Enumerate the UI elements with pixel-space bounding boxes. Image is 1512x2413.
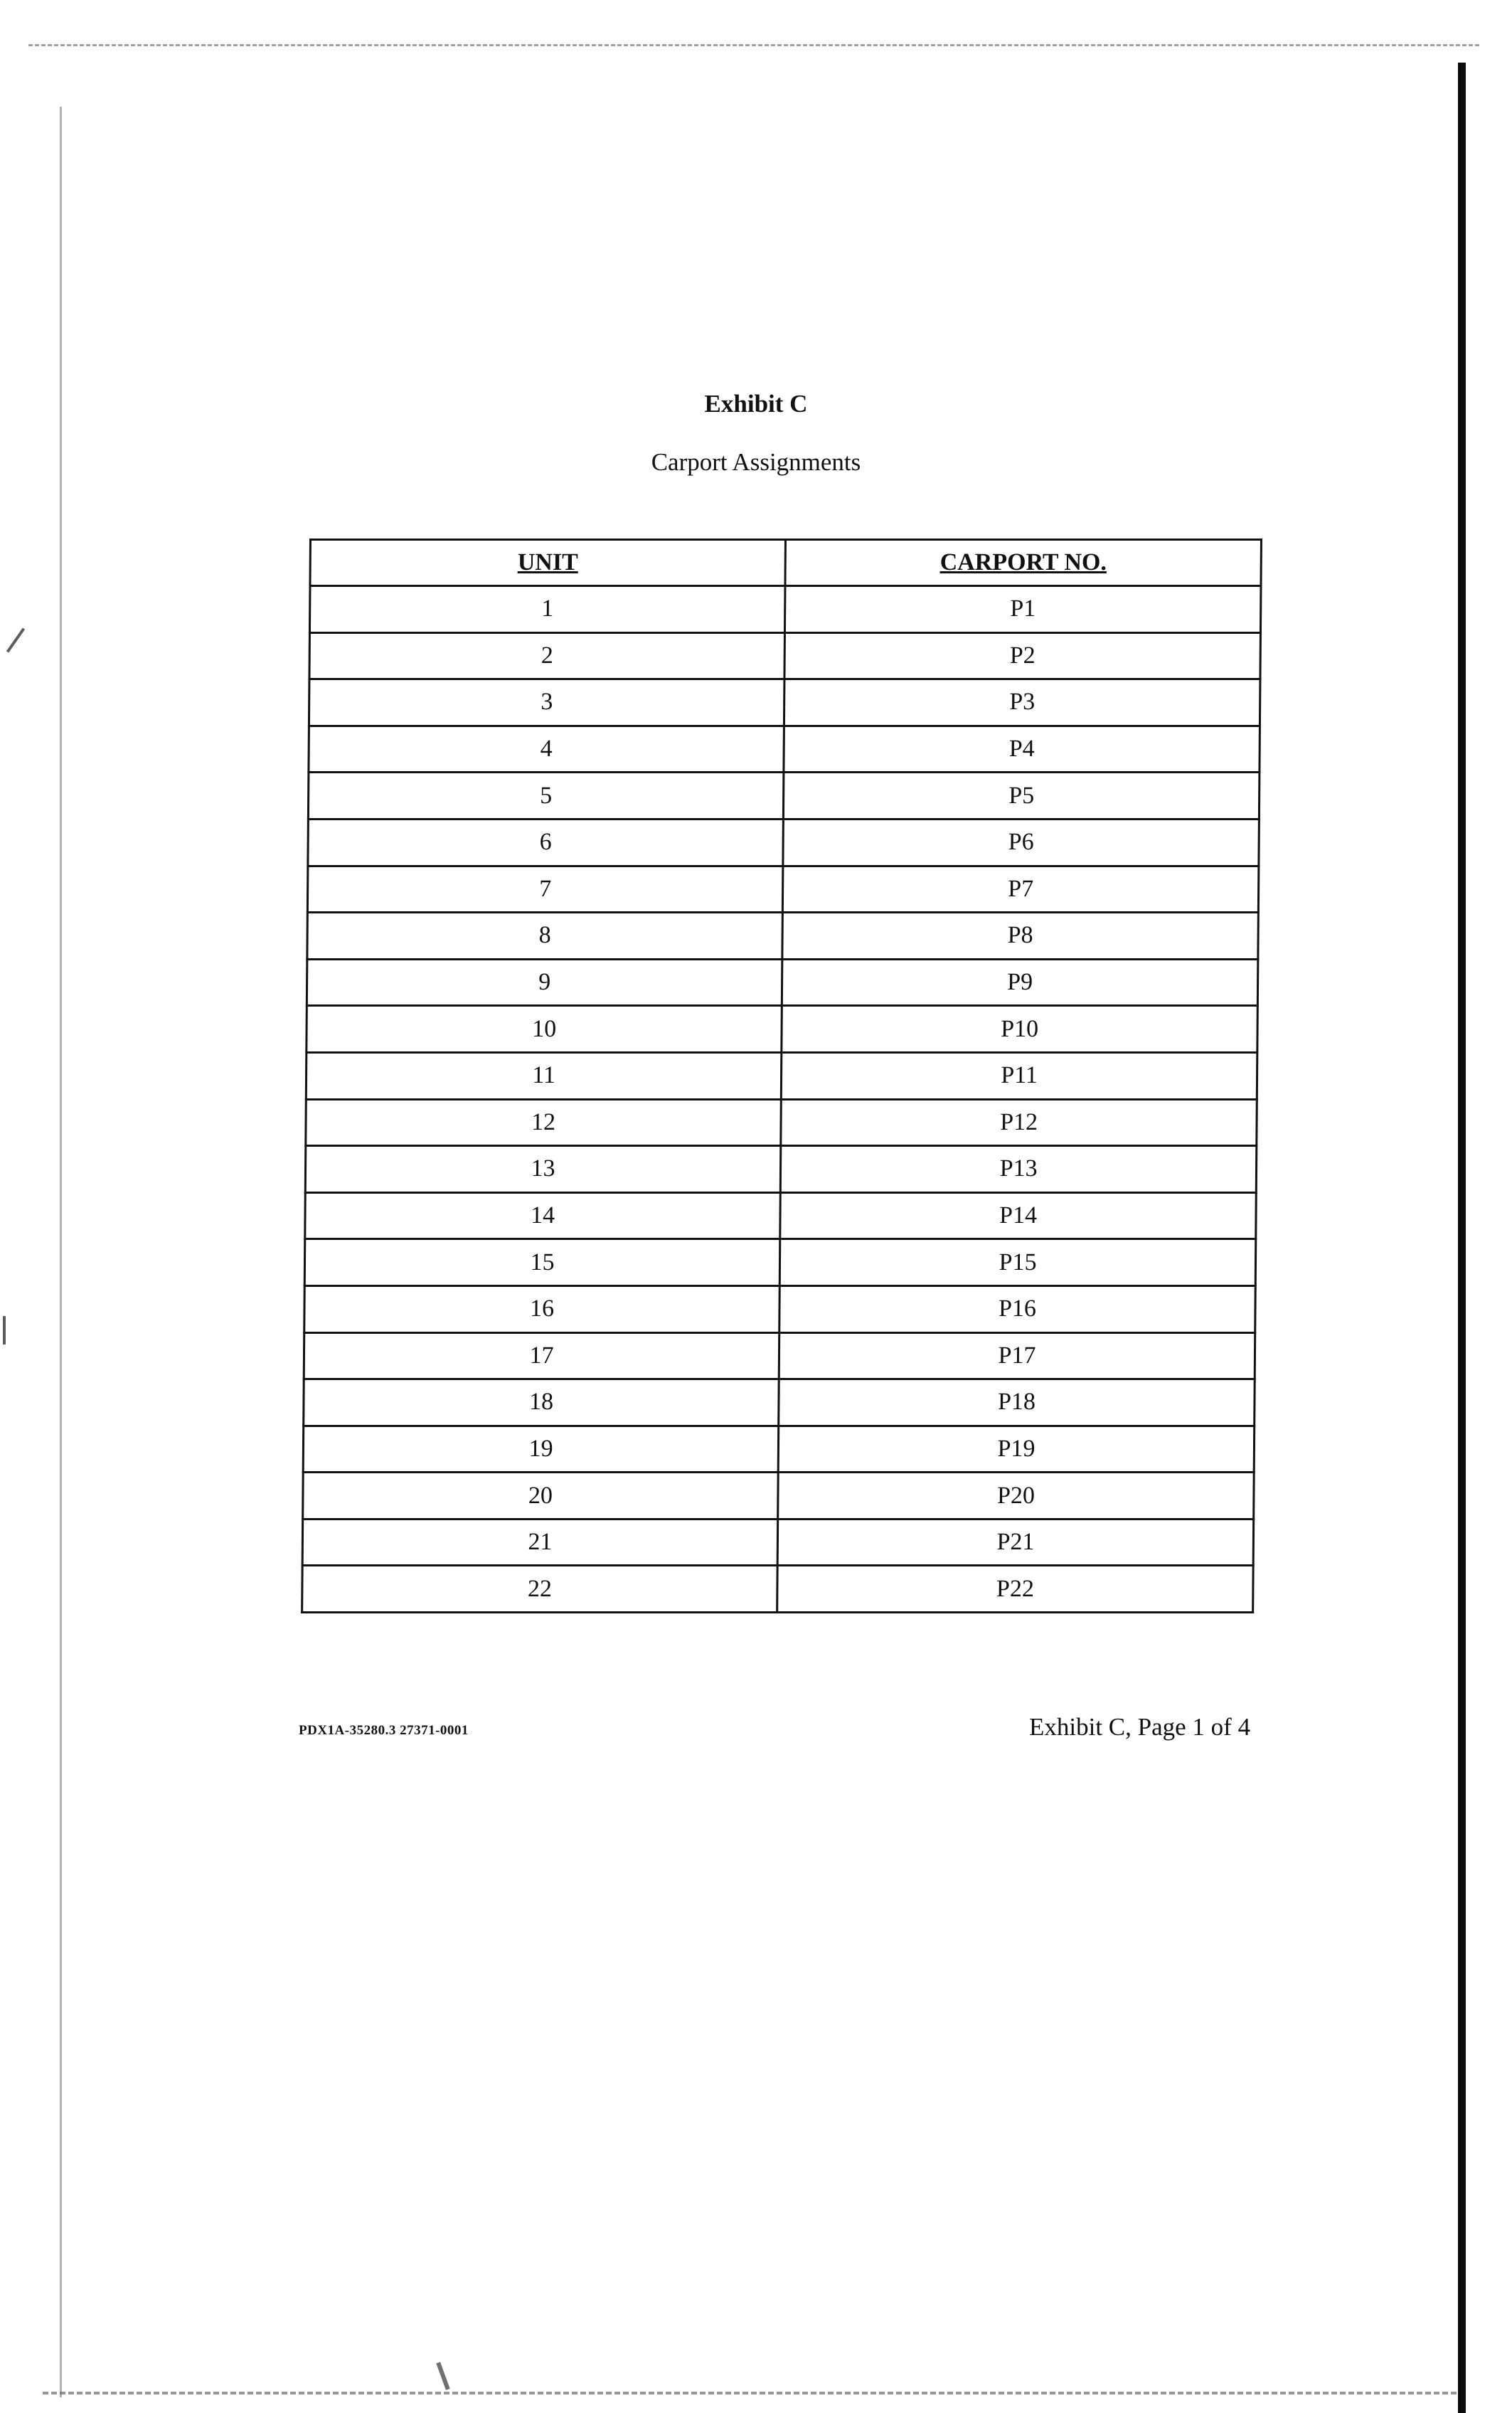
carport-cell: P4 — [784, 726, 1260, 773]
unit-cell: 10 — [307, 1006, 782, 1053]
unit-cell: 6 — [308, 819, 784, 866]
unit-cell: 7 — [307, 866, 783, 913]
carport-cell: P10 — [782, 1006, 1257, 1053]
unit-cell: 17 — [304, 1332, 779, 1379]
scan-edge-bottom — [43, 2392, 1465, 2395]
carport-cell: P5 — [784, 773, 1260, 820]
unit-cell: 2 — [309, 632, 785, 679]
table-row — [308, 819, 1260, 866]
unit-cell: 4 — [309, 726, 784, 773]
unit-cell: 15 — [304, 1239, 780, 1286]
table-row — [303, 1473, 1255, 1520]
carport-assignments-table — [301, 539, 1262, 1613]
table-body — [302, 586, 1261, 1613]
table-row — [307, 866, 1259, 913]
table-row — [307, 959, 1258, 1006]
table-row — [302, 1566, 1254, 1613]
carport-cell: P20 — [778, 1473, 1254, 1520]
carport-cell: P3 — [784, 679, 1260, 726]
table-row — [305, 1192, 1257, 1239]
table-row — [308, 773, 1260, 820]
table-row — [305, 1146, 1257, 1193]
scan-speck — [3, 1316, 6, 1345]
unit-cell: 22 — [302, 1566, 778, 1613]
table-row — [307, 1006, 1258, 1053]
table-row — [303, 1426, 1255, 1473]
carport-column-header: CARPORT NO. — [785, 540, 1261, 586]
unit-cell: 9 — [307, 959, 782, 1006]
carport-cell: P17 — [779, 1332, 1255, 1379]
carport-cell: P16 — [779, 1285, 1255, 1332]
unit-cell: 14 — [305, 1192, 781, 1239]
carport-cell: P18 — [779, 1379, 1255, 1426]
carport-cell: P22 — [777, 1566, 1253, 1613]
table-row — [309, 632, 1261, 679]
carport-cell: P13 — [780, 1146, 1256, 1193]
unit-cell: 20 — [303, 1473, 779, 1520]
document-id: PDX1A-35280.3 27371-0001 — [299, 1723, 469, 1738]
carport-cell: P21 — [777, 1519, 1253, 1566]
unit-cell: 18 — [304, 1379, 779, 1426]
exhibit-title — [0, 390, 1512, 418]
table-header-row — [310, 540, 1262, 586]
unit-cell: 16 — [304, 1285, 780, 1332]
table-row — [304, 1332, 1255, 1379]
page-label: Exhibit C, Page 1 of 4 — [1029, 1713, 1251, 1741]
scan-speck — [436, 2362, 449, 2390]
carport-cell: P1 — [785, 586, 1261, 633]
table-row — [304, 1285, 1256, 1332]
unit-cell: 3 — [309, 679, 784, 726]
carport-cell: P14 — [780, 1192, 1256, 1239]
carport-cell: P15 — [779, 1239, 1255, 1286]
carport-cell: P12 — [781, 1099, 1257, 1146]
table-row — [309, 679, 1260, 726]
table-row — [309, 726, 1260, 773]
scan-edge-top — [28, 44, 1479, 46]
unit-cell: 1 — [309, 586, 785, 633]
table-row — [306, 1052, 1257, 1099]
table-row — [304, 1239, 1256, 1286]
unit-cell: 5 — [308, 773, 784, 820]
unit-cell: 21 — [302, 1519, 778, 1566]
carport-cell: P9 — [782, 959, 1257, 1006]
carport-cell: P6 — [783, 819, 1259, 866]
table-row — [302, 1519, 1254, 1566]
unit-cell: 11 — [306, 1052, 782, 1099]
table-row — [307, 913, 1259, 960]
table-row — [309, 586, 1261, 633]
carport-cell: P8 — [782, 913, 1258, 960]
unit-cell: 13 — [305, 1146, 781, 1193]
exhibit-subtitle: Carport Assignments — [651, 448, 861, 476]
table-row — [306, 1099, 1257, 1146]
unit-cell: 8 — [307, 913, 783, 960]
unit-column-header: UNIT — [310, 540, 786, 586]
table-row — [304, 1379, 1255, 1426]
unit-cell: 12 — [306, 1099, 782, 1146]
scan-speck — [6, 627, 25, 652]
carport-cell: P7 — [783, 866, 1259, 913]
exhibit-title-text: Exhibit C — [704, 390, 808, 418]
carport-cell: P19 — [778, 1426, 1254, 1473]
carport-cell: P2 — [784, 632, 1260, 679]
carport-cell: P11 — [781, 1052, 1257, 1099]
unit-cell: 19 — [303, 1426, 779, 1473]
